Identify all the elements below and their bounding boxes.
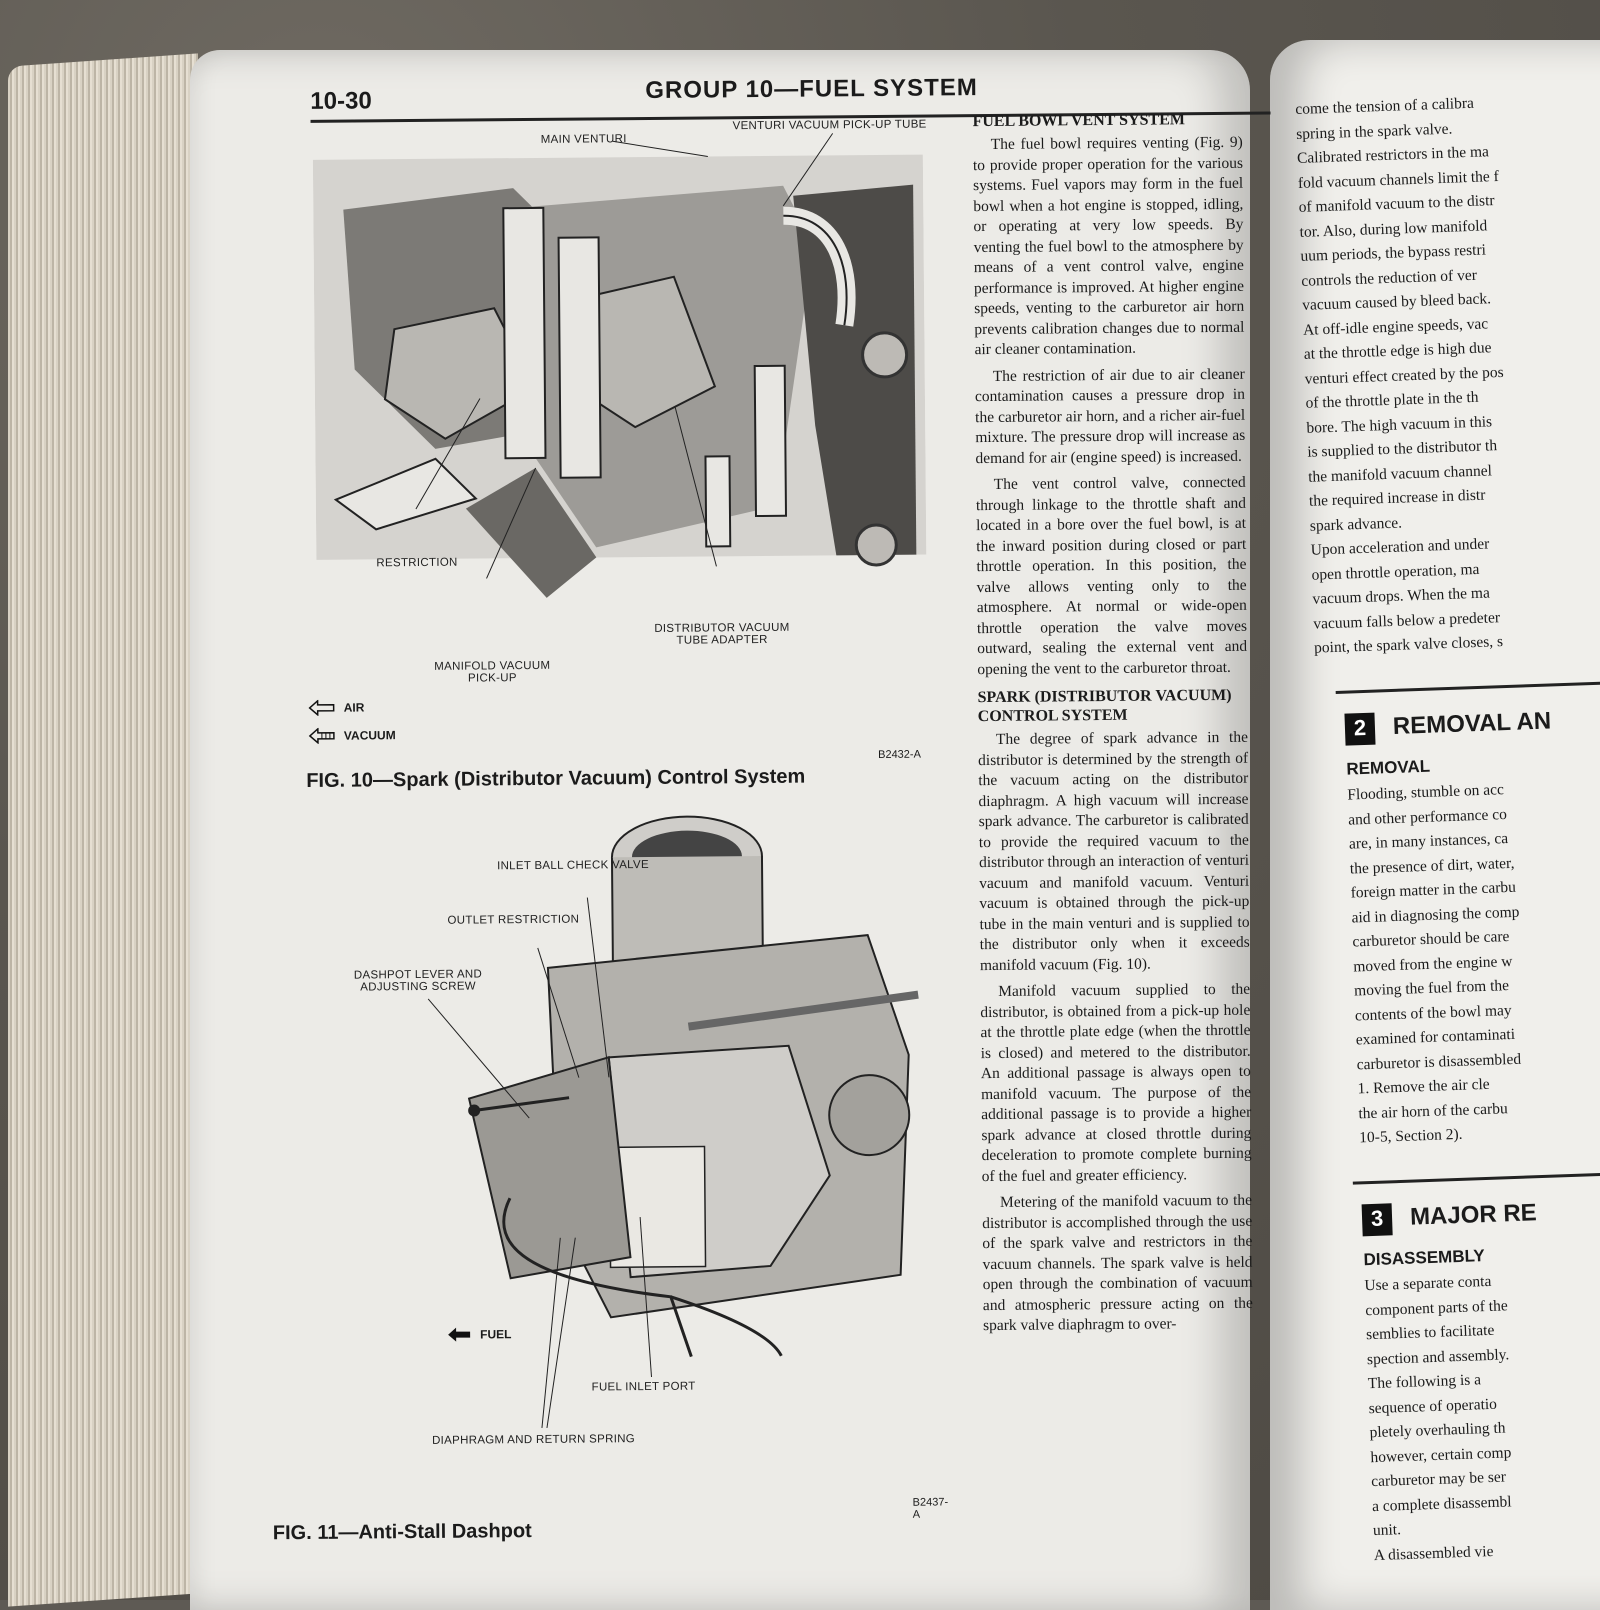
text-line: vacuum falls below a predeter xyxy=(1313,604,1600,635)
paragraph: The fuel bowl requires venting (Fig. 9) to provide proper operation for the various systems. Fuel vapors may form in the fuel bowl when a hot engine is stopped, idling, or operating at very low speeds. By venting the fuel bowl to the atmosphere by means of a vent control valve, engine performance is improved. At higher engine speeds, venting to the carburetor air horn prevents calibration changes due to normal air cleaner contamination. xyxy=(973,133,1245,361)
paragraph: The vent control valve, connected through linkage to the throttle shaft and located in a bore over the fuel bowl, is at the inward position during closed or part throttle operation. In this position, the valve allows venting only to the atmosphere. At normal or wide-open throttle operation the valve moves outward, sealing the external vent and opening the vent to the carburetor throat. xyxy=(976,473,1248,680)
text-line: examined for contaminati xyxy=(1356,1021,1600,1051)
fuel-arrow-icon xyxy=(446,1327,472,1343)
text-line: semblies to facilitate xyxy=(1366,1316,1600,1346)
air-arrow-icon xyxy=(308,700,336,716)
text-line: the required increase in distr xyxy=(1309,481,1600,512)
text-line: however, certain comp xyxy=(1370,1438,1600,1468)
section-2-number: 2 xyxy=(1344,712,1375,745)
callout-fuel-inlet-port: FUEL INLET PORT xyxy=(592,1381,696,1394)
section-3-heading xyxy=(1362,1194,1600,1235)
text-line: open throttle operation, ma xyxy=(1311,555,1600,586)
legend-fuel xyxy=(446,1326,511,1343)
removal-text xyxy=(1319,776,1600,1150)
paragraph: Manifold vacuum supplied to the distributor, is obtained from a pick-up hole at the throttle plate edge (when the throttle is closed) and metered to the distributor. An additional passage is always open to manifold vacuum. The purpose of the additional passage is to provide a higher spark advance at closed throttle during deceleration to promote complete burning of the fuel and greater efficiency. xyxy=(980,980,1252,1187)
heading-fuel-bowl-vent: FUEL BOWL VENT SYSTEM xyxy=(972,110,1242,131)
text-line: a complete disassembl xyxy=(1372,1487,1600,1517)
section-rule xyxy=(1336,680,1600,693)
legend-vacuum xyxy=(308,727,396,744)
text-line: moving the fuel from the xyxy=(1354,972,1600,1002)
callout-inlet-ball-check: INLET BALL CHECK VALVE xyxy=(497,859,649,872)
text-line: the air horn of the carbu xyxy=(1358,1094,1600,1124)
callout-main-venturi: MAIN VENTURI xyxy=(541,133,627,146)
text-line: the presence of dirt, water, xyxy=(1350,850,1600,880)
text-line: Calibrated restrictors in the ma xyxy=(1297,139,1598,170)
text-line: spection and assembly. xyxy=(1367,1340,1600,1370)
text-line: is supplied to the distributor th xyxy=(1307,432,1600,463)
text-line: 1. Remove the air cle xyxy=(1357,1070,1600,1100)
text-line: At off-idle engine speeds, vac xyxy=(1303,310,1600,341)
text-line: moved from the engine w xyxy=(1353,948,1600,978)
text-line: carburetor may be ser xyxy=(1371,1463,1600,1493)
text-line: spring in the spark valve. xyxy=(1296,114,1597,145)
callout-venturi-tube: VENTURI VACUUM PICK-UP TUBE xyxy=(733,119,927,133)
text-line: The following is a xyxy=(1368,1365,1600,1395)
text-line: fold vacuum channels limit the f xyxy=(1298,163,1599,194)
text-line: component parts of the xyxy=(1365,1291,1600,1321)
callout-restriction: RESTRICTION xyxy=(376,557,457,570)
paragraph: Metering of the manifold vacuum to the distributor is accomplished through the use of the spark valve and restrictors in the vacuum channels. The spark valve is held open through the combination of vacuum and atmospheric pressure acting on the spark valve diaphragm to over- xyxy=(982,1191,1253,1337)
text-line: uum periods, the bypass restri xyxy=(1300,236,1600,267)
text-line: come the tension of a calibra xyxy=(1295,90,1596,121)
text-line: spark advance. xyxy=(1310,506,1600,537)
callout-distributor-adapter: DISTRIBUTOR VACUUM TUBE ADAPTER xyxy=(652,622,792,647)
text-line: A disassembled vie xyxy=(1374,1536,1600,1566)
text-line: the manifold vacuum channel xyxy=(1308,457,1600,488)
book-page-edges xyxy=(8,53,198,1606)
figure-10-caption: FIG. 10—Spark (Distributor Vacuum) Control System xyxy=(306,766,805,793)
figure-11-code: B2437-A xyxy=(913,1496,953,1520)
paragraph: The degree of spark advance in the distributor is determined by the strength of the vacuum acting on the distributor diaphragm. A high vacuum will increase spark advance. The carburetor is calibrated to provide the required vacuum to the distributor through an interaction of venturi vacuum and manifold vacuum. Venturi vacuum is obtained through the pick-up tube in the main venturi and is supplied to the distributor only when it exceeds manifold vacuum (Fig. 10). xyxy=(978,728,1250,976)
figure-11-caption: FIG. 11—Anti-Stall Dashpot xyxy=(273,1520,532,1545)
section-3-number: 3 xyxy=(1362,1203,1393,1236)
removal-heading: REMOVAL xyxy=(1346,750,1600,780)
callout-dashpot-lever: DASHPOT LEVER AND ADJUSTING SCREW xyxy=(348,968,488,993)
right-page-content xyxy=(1295,90,1600,1580)
page-content xyxy=(300,52,1273,1580)
text-line: vacuum caused by bleed back. xyxy=(1302,285,1600,316)
right-page-top-text xyxy=(1295,90,1600,660)
text-line: of the throttle plate in the th xyxy=(1305,383,1600,414)
legend-vacuum-label: VACUUM xyxy=(344,728,396,742)
text-line: sequence of operatio xyxy=(1368,1389,1600,1419)
paragraph: The restriction of air due to air cleaner contamination causes a pressure drop in the carburetor air horn, and a richer air-fuel mixture. The pressure drop will increase as demand for air (engine speed) is increased. xyxy=(975,364,1246,469)
callout-outlet-restriction: OUTLET RESTRICTION xyxy=(447,914,579,927)
text-line: carburetor should be care xyxy=(1352,923,1600,953)
text-line: 10-5, Section 2). xyxy=(1359,1119,1600,1149)
text-line: foreign matter in the carbu xyxy=(1350,874,1600,904)
disassembly-heading: DISASSEMBLY xyxy=(1363,1240,1600,1270)
text-line: bore. The high vacuum in this xyxy=(1306,408,1600,439)
text-line: of manifold vacuum to the distr xyxy=(1298,187,1599,218)
legend-air xyxy=(308,699,365,715)
figure-11 xyxy=(306,794,952,1520)
text-line: are, in many instances, ca xyxy=(1349,825,1600,855)
carburetor-cutaway-illustration xyxy=(313,125,927,630)
page-number: 10-30 xyxy=(310,87,372,116)
legend-fuel-label: FUEL xyxy=(480,1327,511,1341)
section-3-title: MAJOR RE xyxy=(1410,1203,1537,1228)
figure-10 xyxy=(313,125,927,630)
text-line: Flooding, stumble on acc xyxy=(1347,776,1600,806)
text-line: vacuum drops. When the ma xyxy=(1312,579,1600,610)
text-line: aid in diagnosing the comp xyxy=(1351,899,1600,929)
section-2-title: REMOVAL AN xyxy=(1393,712,1552,738)
heading-spark-control: SPARK (DISTRIBUTOR VACUUM) CONTROL SYSTEM xyxy=(978,686,1248,726)
text-line: contents of the bowl may xyxy=(1355,996,1600,1026)
section-2-heading xyxy=(1344,704,1600,745)
group-title: GROUP 10—FUEL SYSTEM xyxy=(645,74,978,105)
text-line: carburetor is disassembled xyxy=(1356,1045,1600,1075)
text-line: pletely overhauling th xyxy=(1369,1414,1600,1444)
text-line: controls the reduction of ver xyxy=(1301,261,1600,292)
text-line: Upon acceleration and under xyxy=(1310,530,1600,561)
text-line: at the throttle edge is high due xyxy=(1304,334,1600,365)
figure-10-code: B2432-A xyxy=(878,749,921,761)
section-rule xyxy=(1353,1171,1600,1184)
legend-air-label: AIR xyxy=(344,700,365,714)
text-line: and other performance co xyxy=(1348,801,1600,831)
text-column xyxy=(972,102,1253,1343)
text-line: point, the spark valve closes, s xyxy=(1314,628,1600,659)
text-line: venturi effect created by the pos xyxy=(1304,359,1600,390)
anti-stall-dashpot-illustration xyxy=(306,794,952,1520)
vacuum-arrow-icon xyxy=(308,728,336,744)
text-line: unit. xyxy=(1373,1512,1600,1542)
callout-manifold-pickup: MANIFOLD VACUUM PICK-UP xyxy=(432,660,552,685)
disassembly-text xyxy=(1336,1267,1600,1567)
text-line: tor. Also, during low manifold xyxy=(1299,212,1600,243)
text-line: Use a separate conta xyxy=(1364,1267,1600,1297)
callout-diaphragm-spring: DIAPHRAGM AND RETURN SPRING xyxy=(432,1433,635,1447)
